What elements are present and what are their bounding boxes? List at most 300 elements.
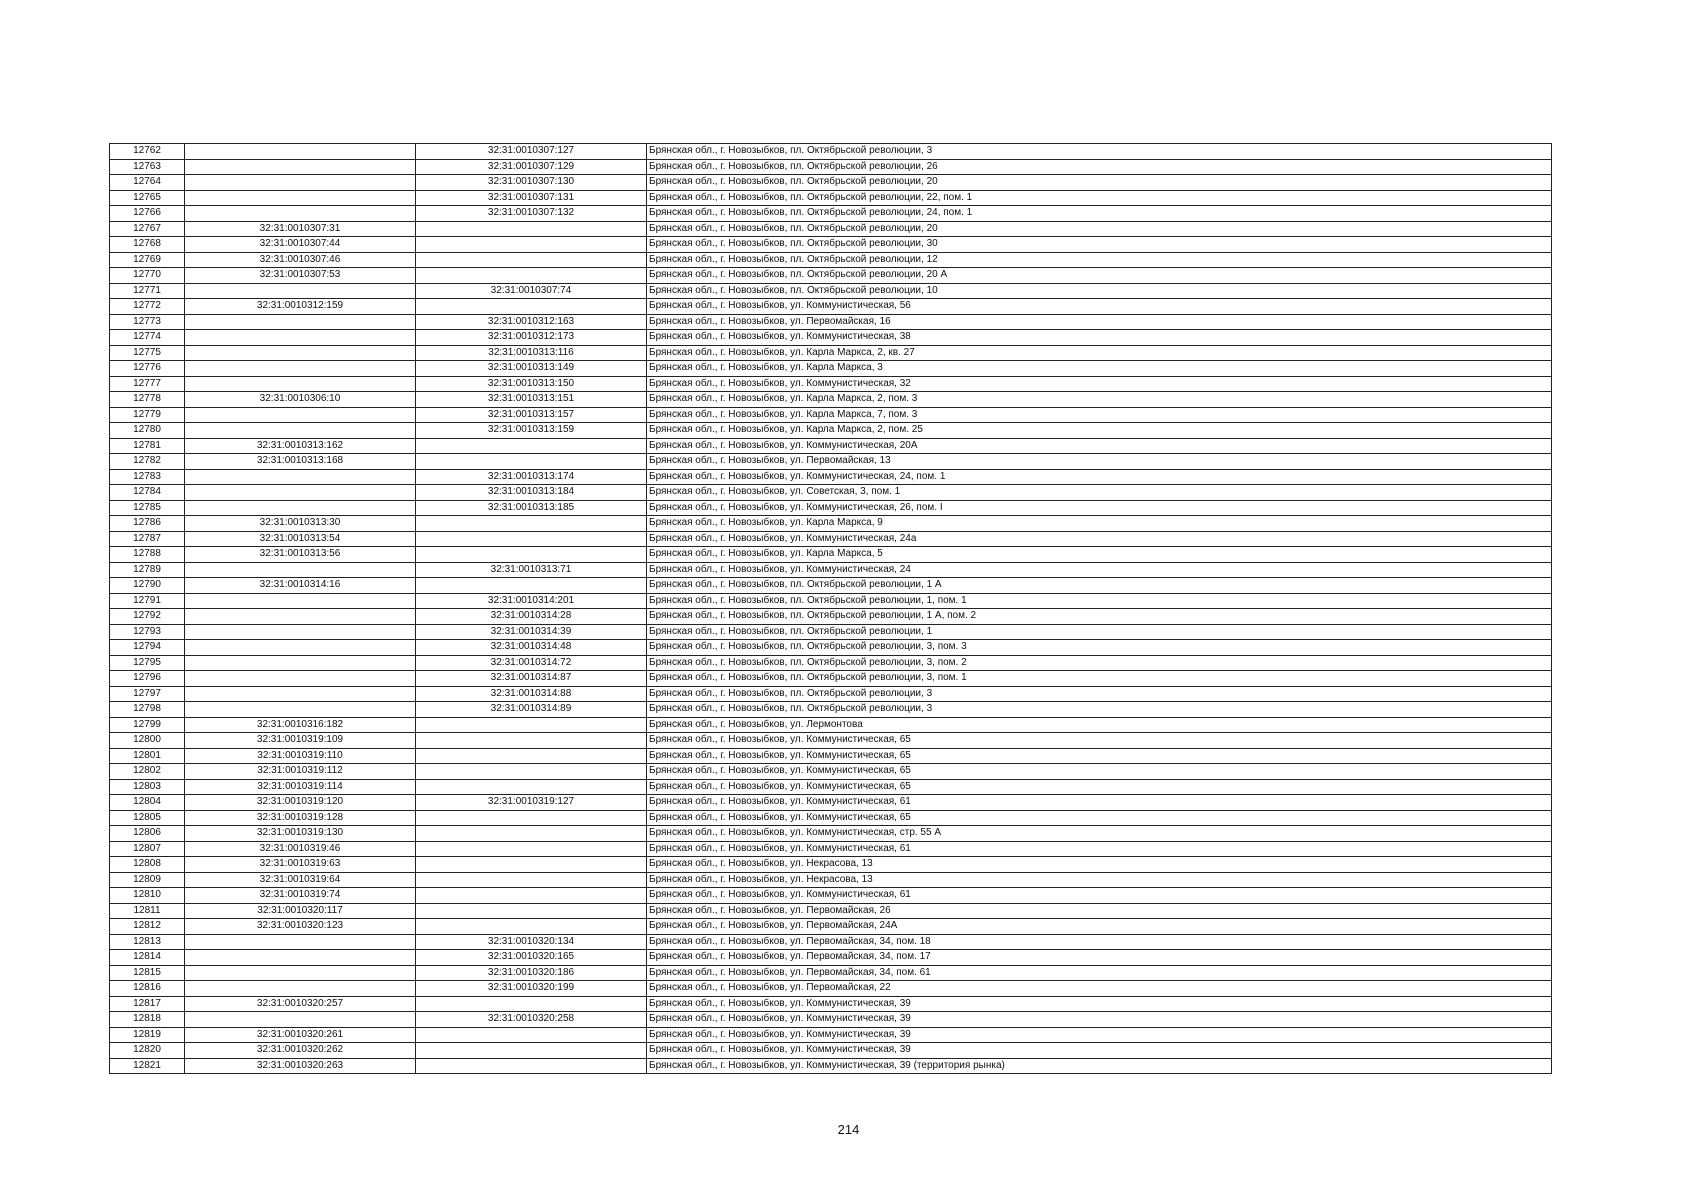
row-number-cell: 12777 <box>110 376 185 392</box>
table-row <box>110 299 1552 315</box>
building-cadastral-number-cell <box>416 516 647 532</box>
land-cadastral-number-cell: 32:31:0010319:74 <box>185 888 416 904</box>
land-cadastral-number-cell: 32:31:0010307:44 <box>185 237 416 253</box>
row-number-cell: 12788 <box>110 547 185 563</box>
table-row <box>110 392 1552 408</box>
address-cell: Брянская обл., г. Новозыбков, ул. Первомайская, 26 <box>647 903 1552 919</box>
table-row <box>110 903 1552 919</box>
land-cadastral-number-cell <box>185 624 416 640</box>
table-row <box>110 857 1552 873</box>
address-cell: Брянская обл., г. Новозыбков, ул. Коммунистическая, 39 (территория рынка) <box>647 1058 1552 1074</box>
building-cadastral-number-cell <box>416 996 647 1012</box>
row-number-cell: 12769 <box>110 252 185 268</box>
building-cadastral-number-cell: 32:31:0010307:130 <box>416 175 647 191</box>
building-cadastral-number-cell: 32:31:0010313:116 <box>416 345 647 361</box>
table-row <box>110 1027 1552 1043</box>
building-cadastral-number-cell: 32:31:0010314:89 <box>416 702 647 718</box>
land-cadastral-number-cell: 32:31:0010307:31 <box>185 221 416 237</box>
land-cadastral-number-cell: 32:31:0010320:261 <box>185 1027 416 1043</box>
row-number-cell: 12779 <box>110 407 185 423</box>
address-cell: Брянская обл., г. Новозыбков, ул. Коммунистическая, 65 <box>647 748 1552 764</box>
land-cadastral-number-cell <box>185 206 416 222</box>
building-cadastral-number-cell: 32:31:0010314:87 <box>416 671 647 687</box>
table-row <box>110 686 1552 702</box>
land-cadastral-number-cell <box>185 562 416 578</box>
row-number-cell: 12795 <box>110 655 185 671</box>
address-cell: Брянская обл., г. Новозыбков, пл. Октябрьской революции, 20 <box>647 175 1552 191</box>
table-row <box>110 872 1552 888</box>
building-cadastral-number-cell <box>416 748 647 764</box>
table-row <box>110 609 1552 625</box>
table-row <box>110 221 1552 237</box>
row-number-cell: 12780 <box>110 423 185 439</box>
address-cell: Брянская обл., г. Новозыбков, пл. Октябрьской революции, 12 <box>647 252 1552 268</box>
building-cadastral-number-cell: 32:31:0010320:186 <box>416 965 647 981</box>
land-cadastral-number-cell <box>185 407 416 423</box>
table-row <box>110 593 1552 609</box>
row-number-cell: 12807 <box>110 841 185 857</box>
table-row <box>110 810 1552 826</box>
address-cell: Брянская обл., г. Новозыбков, ул. Коммунистическая, стр. 55 А <box>647 826 1552 842</box>
row-number-cell: 12786 <box>110 516 185 532</box>
table-row <box>110 733 1552 749</box>
address-cell: Брянская обл., г. Новозыбков, ул. Коммунистическая, 39 <box>647 1027 1552 1043</box>
land-cadastral-number-cell: 32:31:0010319:112 <box>185 764 416 780</box>
building-cadastral-number-cell: 32:31:0010314:48 <box>416 640 647 656</box>
address-cell: Брянская обл., г. Новозыбков, ул. Коммунистическая, 65 <box>647 733 1552 749</box>
table-row <box>110 485 1552 501</box>
row-number-cell: 12805 <box>110 810 185 826</box>
address-cell: Брянская обл., г. Новозыбков, ул. Коммунистическая, 24а <box>647 531 1552 547</box>
row-number-cell: 12770 <box>110 268 185 284</box>
land-cadastral-number-cell: 32:31:0010319:110 <box>185 748 416 764</box>
row-number-cell: 12798 <box>110 702 185 718</box>
address-cell: Брянская обл., г. Новозыбков, пл. Октябрьской революции, 1 <box>647 624 1552 640</box>
row-number-cell: 12820 <box>110 1043 185 1059</box>
land-cadastral-number-cell <box>185 330 416 346</box>
land-cadastral-number-cell: 32:31:0010314:16 <box>185 578 416 594</box>
address-cell: Брянская обл., г. Новозыбков, ул. Первомайская, 16 <box>647 314 1552 330</box>
address-cell: Брянская обл., г. Новозыбков, пл. Октябрьской революции, 24, пом. 1 <box>647 206 1552 222</box>
land-cadastral-number-cell <box>185 965 416 981</box>
address-cell: Брянская обл., г. Новозыбков, ул. Коммунистическая, 39 <box>647 996 1552 1012</box>
building-cadastral-number-cell: 32:31:0010313:159 <box>416 423 647 439</box>
table-row <box>110 717 1552 733</box>
address-cell: Брянская обл., г. Новозыбков, ул. Коммунистическая, 65 <box>647 810 1552 826</box>
row-number-cell: 12819 <box>110 1027 185 1043</box>
row-number-cell: 12808 <box>110 857 185 873</box>
land-cadastral-number-cell <box>185 175 416 191</box>
building-cadastral-number-cell <box>416 826 647 842</box>
building-cadastral-number-cell <box>416 454 647 470</box>
land-cadastral-number-cell: 32:31:0010313:168 <box>185 454 416 470</box>
land-cadastral-number-cell <box>185 655 416 671</box>
table-row <box>110 779 1552 795</box>
land-cadastral-number-cell <box>185 981 416 997</box>
land-cadastral-number-cell: 32:31:0010319:120 <box>185 795 416 811</box>
row-number-cell: 12806 <box>110 826 185 842</box>
land-cadastral-number-cell: 32:31:0010307:46 <box>185 252 416 268</box>
address-cell: Брянская обл., г. Новозыбков, ул. Коммунистическая, 61 <box>647 888 1552 904</box>
land-cadastral-number-cell <box>185 144 416 160</box>
land-cadastral-number-cell: 32:31:0010320:257 <box>185 996 416 1012</box>
table-row <box>110 996 1552 1012</box>
table-row <box>110 671 1552 687</box>
address-cell: Брянская обл., г. Новозыбков, ул. Лермонтова <box>647 717 1552 733</box>
building-cadastral-number-cell <box>416 221 647 237</box>
land-cadastral-number-cell: 32:31:0010307:53 <box>185 268 416 284</box>
address-cell: Брянская обл., г. Новозыбков, ул. Коммунистическая, 32 <box>647 376 1552 392</box>
table-row <box>110 407 1552 423</box>
land-cadastral-number-cell <box>185 485 416 501</box>
table-row <box>110 624 1552 640</box>
building-cadastral-number-cell <box>416 841 647 857</box>
building-cadastral-number-cell: 32:31:0010314:72 <box>416 655 647 671</box>
building-cadastral-number-cell: 32:31:0010320:165 <box>416 950 647 966</box>
address-cell: Брянская обл., г. Новозыбков, ул. Коммунистическая, 65 <box>647 779 1552 795</box>
table-row <box>110 159 1552 175</box>
building-cadastral-number-cell: 32:31:0010320:199 <box>416 981 647 997</box>
row-number-cell: 12792 <box>110 609 185 625</box>
row-number-cell: 12768 <box>110 237 185 253</box>
building-cadastral-number-cell: 32:31:0010313:174 <box>416 469 647 485</box>
building-cadastral-number-cell: 32:31:0010313:71 <box>416 562 647 578</box>
address-cell: Брянская обл., г. Новозыбков, ул. Коммунистическая, 65 <box>647 764 1552 780</box>
land-cadastral-number-cell: 32:31:0010316:182 <box>185 717 416 733</box>
land-cadastral-number-cell <box>185 1012 416 1028</box>
row-number-cell: 12776 <box>110 361 185 377</box>
building-cadastral-number-cell: 32:31:0010307:127 <box>416 144 647 160</box>
address-cell: Брянская обл., г. Новозыбков, пл. Октябрьской революции, 20 <box>647 221 1552 237</box>
row-number-cell: 12775 <box>110 345 185 361</box>
land-cadastral-number-cell <box>185 190 416 206</box>
row-number-cell: 12778 <box>110 392 185 408</box>
table-row <box>110 144 1552 160</box>
row-number-cell: 12800 <box>110 733 185 749</box>
page-number: 214 <box>837 1122 860 1137</box>
building-cadastral-number-cell: 32:31:0010313:184 <box>416 485 647 501</box>
row-number-cell: 12784 <box>110 485 185 501</box>
address-cell: Брянская обл., г. Новозыбков, пл. Октябрьской революции, 30 <box>647 237 1552 253</box>
address-cell: Брянская обл., г. Новозыбков, ул. Первомайская, 24А <box>647 919 1552 935</box>
building-cadastral-number-cell <box>416 578 647 594</box>
table-row <box>110 330 1552 346</box>
building-cadastral-number-cell <box>416 531 647 547</box>
building-cadastral-number-cell <box>416 1027 647 1043</box>
address-cell: Брянская обл., г. Новозыбков, ул. Карла Маркса, 2, пом. 3 <box>647 392 1552 408</box>
land-cadastral-number-cell: 32:31:0010320:262 <box>185 1043 416 1059</box>
table-row <box>110 531 1552 547</box>
row-number-cell: 12796 <box>110 671 185 687</box>
address-cell: Брянская обл., г. Новозыбков, пл. Октябрьской революции, 3 <box>647 144 1552 160</box>
table-row <box>110 469 1552 485</box>
row-number-cell: 12801 <box>110 748 185 764</box>
building-cadastral-number-cell <box>416 1058 647 1074</box>
row-number-cell: 12764 <box>110 175 185 191</box>
address-cell: Брянская обл., г. Новозыбков, ул. Первомайская, 34, пом. 61 <box>647 965 1552 981</box>
land-cadastral-number-cell <box>185 314 416 330</box>
address-cell: Брянская обл., г. Новозыбков, ул. Карла Маркса, 9 <box>647 516 1552 532</box>
row-number-cell: 12821 <box>110 1058 185 1074</box>
table-row <box>110 826 1552 842</box>
building-cadastral-number-cell: 32:31:0010312:173 <box>416 330 647 346</box>
address-cell: Брянская обл., г. Новозыбков, пл. Октябрьской революции, 3 <box>647 702 1552 718</box>
row-number-cell: 12766 <box>110 206 185 222</box>
building-cadastral-number-cell: 32:31:0010313:157 <box>416 407 647 423</box>
row-number-cell: 12771 <box>110 283 185 299</box>
building-cadastral-number-cell <box>416 717 647 733</box>
address-cell: Брянская обл., г. Новозыбков, ул. Коммунистическая, 24 <box>647 562 1552 578</box>
row-number-cell: 12817 <box>110 996 185 1012</box>
registry-table-container <box>109 143 1551 1074</box>
building-cadastral-number-cell: 32:31:0010312:163 <box>416 314 647 330</box>
address-cell: Брянская обл., г. Новозыбков, пл. Октябрьской революции, 22, пом. 1 <box>647 190 1552 206</box>
building-cadastral-number-cell: 32:31:0010313:149 <box>416 361 647 377</box>
building-cadastral-number-cell: 32:31:0010313:151 <box>416 392 647 408</box>
table-row <box>110 888 1552 904</box>
address-cell: Брянская обл., г. Новозыбков, ул. Коммунистическая, 20А <box>647 438 1552 454</box>
building-cadastral-number-cell: 32:31:0010314:39 <box>416 624 647 640</box>
table-row <box>110 206 1552 222</box>
building-cadastral-number-cell: 32:31:0010307:129 <box>416 159 647 175</box>
address-cell: Брянская обл., г. Новозыбков, ул. Советская, 3, пом. 1 <box>647 485 1552 501</box>
land-cadastral-number-cell <box>185 950 416 966</box>
row-number-cell: 12791 <box>110 593 185 609</box>
table-row <box>110 578 1552 594</box>
table-row <box>110 516 1552 532</box>
land-cadastral-number-cell: 32:31:0010313:30 <box>185 516 416 532</box>
registry-table <box>109 143 1552 1074</box>
table-row <box>110 454 1552 470</box>
address-cell: Брянская обл., г. Новозыбков, пл. Октябрьской революции, 3, пом. 2 <box>647 655 1552 671</box>
land-cadastral-number-cell <box>185 640 416 656</box>
land-cadastral-number-cell <box>185 469 416 485</box>
table-row <box>110 438 1552 454</box>
row-number-cell: 12794 <box>110 640 185 656</box>
table-row <box>110 764 1552 780</box>
land-cadastral-number-cell <box>185 361 416 377</box>
table-row <box>110 655 1552 671</box>
row-number-cell: 12809 <box>110 872 185 888</box>
table-row <box>110 748 1552 764</box>
building-cadastral-number-cell <box>416 1043 647 1059</box>
building-cadastral-number-cell: 32:31:0010307:74 <box>416 283 647 299</box>
address-cell: Брянская обл., г. Новозыбков, ул. Первомайская, 34, пом. 17 <box>647 950 1552 966</box>
building-cadastral-number-cell: 32:31:0010313:150 <box>416 376 647 392</box>
land-cadastral-number-cell: 32:31:0010319:64 <box>185 872 416 888</box>
address-cell: Брянская обл., г. Новозыбков, ул. Некрасова, 13 <box>647 857 1552 873</box>
table-row <box>110 314 1552 330</box>
address-cell: Брянская обл., г. Новозыбков, пл. Октябрьской революции, 1 А, пом. 2 <box>647 609 1552 625</box>
table-row <box>110 268 1552 284</box>
row-number-cell: 12811 <box>110 903 185 919</box>
row-number-cell: 12812 <box>110 919 185 935</box>
address-cell: Брянская обл., г. Новозыбков, пл. Октябрьской революции, 3, пом. 3 <box>647 640 1552 656</box>
land-cadastral-number-cell <box>185 500 416 516</box>
land-cadastral-number-cell: 32:31:0010313:54 <box>185 531 416 547</box>
table-row <box>110 1043 1552 1059</box>
row-number-cell: 12818 <box>110 1012 185 1028</box>
land-cadastral-number-cell: 32:31:0010319:63 <box>185 857 416 873</box>
address-cell: Брянская обл., г. Новозыбков, пл. Октябрьской революции, 26 <box>647 159 1552 175</box>
building-cadastral-number-cell <box>416 888 647 904</box>
land-cadastral-number-cell: 32:31:0010320:123 <box>185 919 416 935</box>
table-row <box>110 702 1552 718</box>
row-number-cell: 12782 <box>110 454 185 470</box>
building-cadastral-number-cell <box>416 252 647 268</box>
table-row <box>110 190 1552 206</box>
address-cell: Брянская обл., г. Новозыбков, ул. Карла Маркса, 5 <box>647 547 1552 563</box>
address-cell: Брянская обл., г. Новозыбков, ул. Коммунистическая, 24, пом. 1 <box>647 469 1552 485</box>
land-cadastral-number-cell: 32:31:0010312:159 <box>185 299 416 315</box>
building-cadastral-number-cell: 32:31:0010314:201 <box>416 593 647 609</box>
row-number-cell: 12816 <box>110 981 185 997</box>
row-number-cell: 12789 <box>110 562 185 578</box>
land-cadastral-number-cell <box>185 686 416 702</box>
land-cadastral-number-cell <box>185 702 416 718</box>
address-cell: Брянская обл., г. Новозыбков, ул. Коммунистическая, 39 <box>647 1012 1552 1028</box>
table-row <box>110 345 1552 361</box>
row-number-cell: 12781 <box>110 438 185 454</box>
address-cell: Брянская обл., г. Новозыбков, ул. Коммунистическая, 61 <box>647 795 1552 811</box>
land-cadastral-number-cell <box>185 593 416 609</box>
address-cell: Брянская обл., г. Новозыбков, ул. Коммунистическая, 56 <box>647 299 1552 315</box>
table-row <box>110 1012 1552 1028</box>
row-number-cell: 12802 <box>110 764 185 780</box>
building-cadastral-number-cell: 32:31:0010320:134 <box>416 934 647 950</box>
table-row <box>110 376 1552 392</box>
row-number-cell: 12799 <box>110 717 185 733</box>
row-number-cell: 12772 <box>110 299 185 315</box>
land-cadastral-number-cell: 32:31:0010313:162 <box>185 438 416 454</box>
table-row <box>110 981 1552 997</box>
address-cell: Брянская обл., г. Новозыбков, пл. Октябрьской революции, 3 <box>647 686 1552 702</box>
building-cadastral-number-cell: 32:31:0010314:28 <box>416 609 647 625</box>
address-cell: Брянская обл., г. Новозыбков, ул. Коммунистическая, 38 <box>647 330 1552 346</box>
row-number-cell: 12793 <box>110 624 185 640</box>
row-number-cell: 12814 <box>110 950 185 966</box>
row-number-cell: 12767 <box>110 221 185 237</box>
land-cadastral-number-cell <box>185 609 416 625</box>
building-cadastral-number-cell <box>416 810 647 826</box>
land-cadastral-number-cell <box>185 283 416 299</box>
row-number-cell: 12815 <box>110 965 185 981</box>
registry-table-body <box>110 144 1552 1074</box>
row-number-cell: 12774 <box>110 330 185 346</box>
address-cell: Брянская обл., г. Новозыбков, ул. Первомайская, 13 <box>647 454 1552 470</box>
address-cell: Брянская обл., г. Новозыбков, ул. Коммунистическая, 61 <box>647 841 1552 857</box>
table-row <box>110 841 1552 857</box>
building-cadastral-number-cell <box>416 857 647 873</box>
address-cell: Брянская обл., г. Новозыбков, пл. Октябрьской революции, 3, пом. 1 <box>647 671 1552 687</box>
land-cadastral-number-cell <box>185 159 416 175</box>
address-cell: Брянская обл., г. Новозыбков, ул. Некрасова, 13 <box>647 872 1552 888</box>
land-cadastral-number-cell: 32:31:0010320:117 <box>185 903 416 919</box>
building-cadastral-number-cell: 32:31:0010314:88 <box>416 686 647 702</box>
address-cell: Брянская обл., г. Новозыбков, ул. Карла Маркса, 3 <box>647 361 1552 377</box>
table-row <box>110 795 1552 811</box>
building-cadastral-number-cell <box>416 438 647 454</box>
building-cadastral-number-cell: 32:31:0010319:127 <box>416 795 647 811</box>
address-cell: Брянская обл., г. Новозыбков, ул. Коммунистическая, 39 <box>647 1043 1552 1059</box>
row-number-cell: 12804 <box>110 795 185 811</box>
building-cadastral-number-cell <box>416 919 647 935</box>
address-cell: Брянская обл., г. Новозыбков, ул. Карла Маркса, 7, пом. 3 <box>647 407 1552 423</box>
address-cell: Брянская обл., г. Новозыбков, ул. Карла Маркса, 2, пом. 25 <box>647 423 1552 439</box>
address-cell: Брянская обл., г. Новозыбков, пл. Октябрьской революции, 10 <box>647 283 1552 299</box>
row-number-cell: 12783 <box>110 469 185 485</box>
table-row <box>110 361 1552 377</box>
row-number-cell: 12787 <box>110 531 185 547</box>
row-number-cell: 12773 <box>110 314 185 330</box>
land-cadastral-number-cell: 32:31:0010306:10 <box>185 392 416 408</box>
table-row <box>110 283 1552 299</box>
building-cadastral-number-cell <box>416 237 647 253</box>
table-row <box>110 547 1552 563</box>
table-row <box>110 950 1552 966</box>
land-cadastral-number-cell <box>185 934 416 950</box>
address-cell: Брянская обл., г. Новозыбков, ул. Первомайская, 34, пом. 18 <box>647 934 1552 950</box>
address-cell: Брянская обл., г. Новозыбков, ул. Коммунистическая, 26, пом. I <box>647 500 1552 516</box>
row-number-cell: 12762 <box>110 144 185 160</box>
address-cell: Брянская обл., г. Новозыбков, пл. Октябрьской революции, 1, пом. 1 <box>647 593 1552 609</box>
row-number-cell: 12803 <box>110 779 185 795</box>
building-cadastral-number-cell: 32:31:0010320:258 <box>416 1012 647 1028</box>
building-cadastral-number-cell <box>416 872 647 888</box>
building-cadastral-number-cell: 32:31:0010313:185 <box>416 500 647 516</box>
land-cadastral-number-cell: 32:31:0010319:128 <box>185 810 416 826</box>
building-cadastral-number-cell: 32:31:0010307:131 <box>416 190 647 206</box>
building-cadastral-number-cell <box>416 547 647 563</box>
building-cadastral-number-cell <box>416 903 647 919</box>
building-cadastral-number-cell <box>416 268 647 284</box>
row-number-cell: 12765 <box>110 190 185 206</box>
row-number-cell: 12810 <box>110 888 185 904</box>
row-number-cell: 12797 <box>110 686 185 702</box>
address-cell: Брянская обл., г. Новозыбков, ул. Первомайская, 22 <box>647 981 1552 997</box>
table-row <box>110 252 1552 268</box>
table-row <box>110 934 1552 950</box>
table-row <box>110 500 1552 516</box>
table-row <box>110 175 1552 191</box>
table-row <box>110 423 1552 439</box>
table-row <box>110 562 1552 578</box>
table-row <box>110 237 1552 253</box>
table-row <box>110 640 1552 656</box>
address-cell: Брянская обл., г. Новозыбков, пл. Октябрьской революции, 20 А <box>647 268 1552 284</box>
land-cadastral-number-cell: 32:31:0010319:109 <box>185 733 416 749</box>
building-cadastral-number-cell <box>416 733 647 749</box>
table-row <box>110 919 1552 935</box>
building-cadastral-number-cell <box>416 299 647 315</box>
row-number-cell: 12785 <box>110 500 185 516</box>
table-row <box>110 1058 1552 1074</box>
land-cadastral-number-cell: 32:31:0010313:56 <box>185 547 416 563</box>
land-cadastral-number-cell: 32:31:0010319:114 <box>185 779 416 795</box>
row-number-cell: 12763 <box>110 159 185 175</box>
table-row <box>110 965 1552 981</box>
building-cadastral-number-cell <box>416 764 647 780</box>
address-cell: Брянская обл., г. Новозыбков, пл. Октябрьской революции, 1 А <box>647 578 1552 594</box>
land-cadastral-number-cell: 32:31:0010319:130 <box>185 826 416 842</box>
address-cell: Брянская обл., г. Новозыбков, ул. Карла Маркса, 2, кв. 27 <box>647 345 1552 361</box>
row-number-cell: 12813 <box>110 934 185 950</box>
building-cadastral-number-cell: 32:31:0010307:132 <box>416 206 647 222</box>
land-cadastral-number-cell <box>185 376 416 392</box>
land-cadastral-number-cell: 32:31:0010319:46 <box>185 841 416 857</box>
land-cadastral-number-cell <box>185 345 416 361</box>
land-cadastral-number-cell: 32:31:0010320:263 <box>185 1058 416 1074</box>
